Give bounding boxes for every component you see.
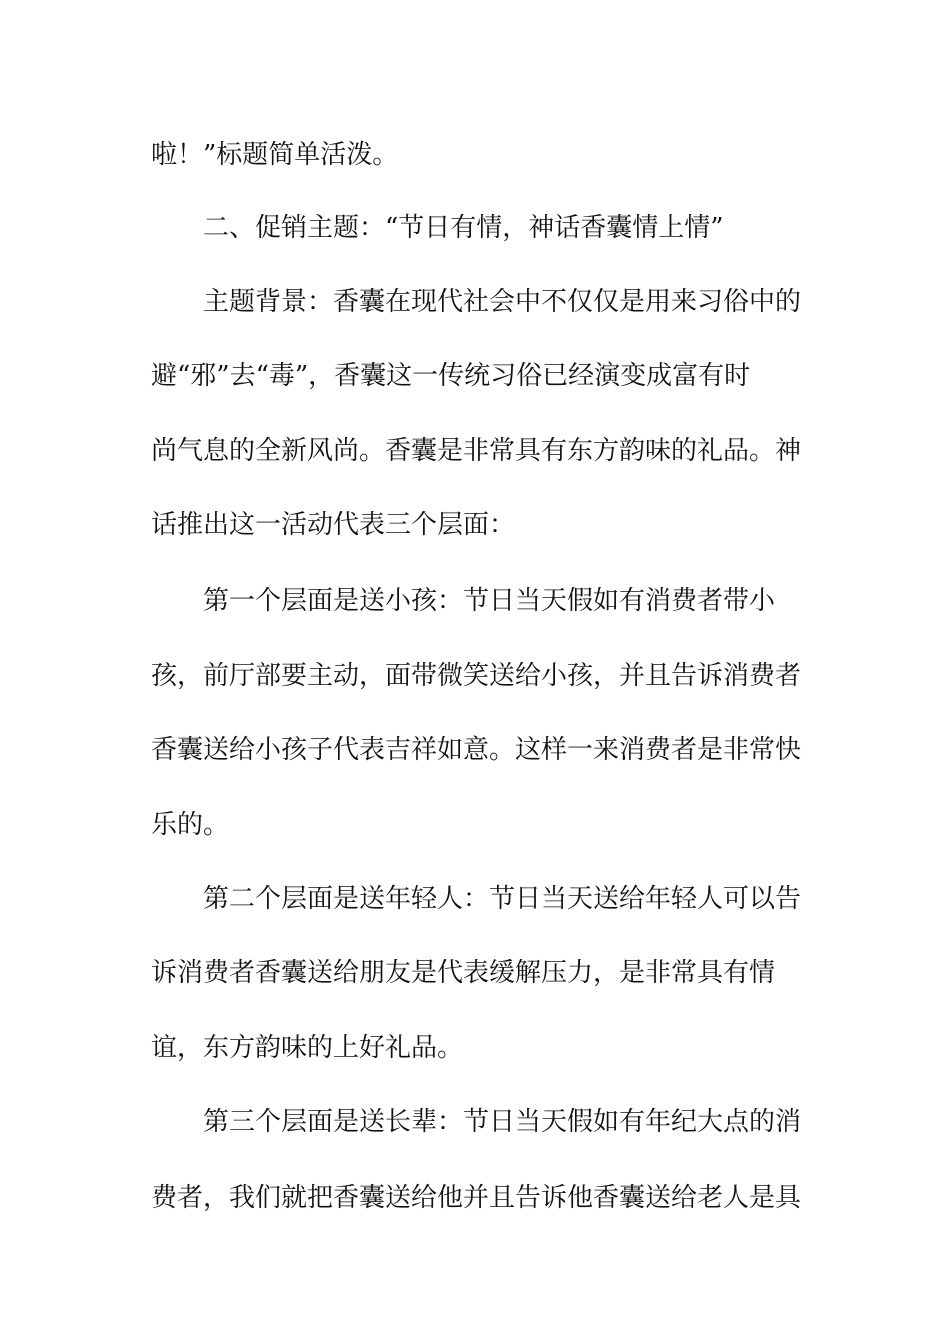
text-line-10: 乐的。	[151, 810, 230, 840]
text-line-13: 谊，东方韵味的上好礼品。	[151, 1033, 464, 1063]
text-line-15: 费者，我们就把香囊送给他并且告诉他香囊送给老人是具	[151, 1183, 802, 1213]
text-line-7: 第一个层面是送小孩：节日当天假如有消费者带小	[203, 586, 776, 616]
text-line-11: 第二个层面是送年轻人：节日当天送给年轻人可以告	[203, 884, 802, 914]
text-line-6: 话推出这一活动代表三个层面：	[151, 510, 516, 540]
text-line-5: 尚气息的全新风尚。香囊是非常具有东方韵味的礼品。神	[151, 436, 802, 466]
text-line-9: 香囊送给小孩子代表吉祥如意。这样一来消费者是非常快	[151, 735, 802, 765]
text-line-4: 避“邪”去“毒”，香囊这一传统习俗已经演变成富有时	[151, 361, 751, 391]
text-line-1: 啦！”标题简单活泼。	[151, 140, 399, 170]
text-line-12: 诉消费者香囊送给朋友是代表缓解压力，是非常具有情	[151, 958, 776, 988]
text-line-14: 第三个层面是送长辈：节日当天假如有年纪大点的消	[203, 1107, 802, 1137]
text-line-3: 主题背景：香囊在现代社会中不仅仅是用来习俗中的	[203, 287, 802, 317]
text-line-8: 孩，前厅部要主动，面带微笑送给小孩，并且告诉消费者	[151, 661, 802, 691]
section-heading-promo-theme: 二、促销主题：“节日有情，神话香囊情上情”	[203, 213, 724, 243]
